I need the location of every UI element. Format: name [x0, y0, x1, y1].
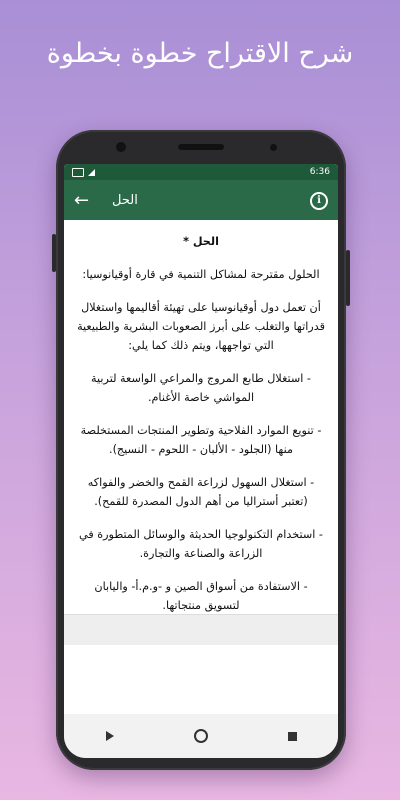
status-time: 6:36 [309, 167, 330, 177]
nav-recents-button[interactable] [283, 727, 301, 745]
phone-frame [56, 130, 346, 770]
list-item: - استخدام التكنولوجيا الحديثة والوسائل المتطورة في الزراعة والصناعة والتجارة. [79, 528, 323, 560]
solution-content [64, 220, 338, 640]
back-arrow-icon[interactable]: ← [74, 189, 90, 211]
info-icon[interactable]: i [310, 192, 328, 210]
battery-icon [72, 168, 84, 177]
earpiece [178, 144, 224, 150]
app-bar [64, 180, 338, 220]
status-bar [64, 164, 338, 180]
ad-banner-area [64, 614, 338, 645]
list-item: - استغلال طابع المروج والمراعي الواسعة لتربية المواشي خاصة الأغنام. [91, 372, 311, 404]
content-intro: الحلول مقترحة لمشاكل التنمية في قارة أوقيانوسيا: [82, 268, 320, 281]
front-camera-icon [116, 142, 126, 152]
content-heading: الحل * [183, 235, 219, 248]
content-paragraph: أن تعمل دول أوقيانوسيا على تهيئة أقاليمها واستغلال قدراتها والتغلب على أبرز الصعوبات البشرية والطبيعية التي تواجهها، ويتم ذلك كما يلي: [77, 301, 325, 352]
system-nav-bar [64, 714, 338, 758]
recents-square-icon [288, 732, 297, 741]
list-item: - استغلال السهول لزراعة القمح والخضر والفواكه (تعتبر أستراليا من أهم الدول المصدرة للقمح). [87, 476, 315, 508]
promo-title: شرح الاقتراح خطوة بخطوة [46, 38, 354, 69]
list-item: - تنويع الموارد الفلاحية وتطوير المنتجات المستخلصة منها (الجلود - الألبان - اللحوم - النسيج). [80, 424, 322, 456]
home-circle-icon [194, 729, 208, 743]
play-triangle-icon [106, 731, 114, 741]
sensor-icon [270, 144, 277, 151]
nav-home-button[interactable] [192, 727, 210, 745]
phone-screen [64, 164, 338, 758]
signal-icon [88, 169, 95, 176]
power-button [346, 250, 350, 306]
nav-back-button[interactable] [101, 727, 119, 745]
volume-button [52, 234, 56, 272]
list-item: - الاستفادة من أسواق الصين و -و.م.أ- واليابان لتسويق منتجاتها. [94, 580, 308, 612]
app-bar-title: الحل [112, 192, 138, 208]
